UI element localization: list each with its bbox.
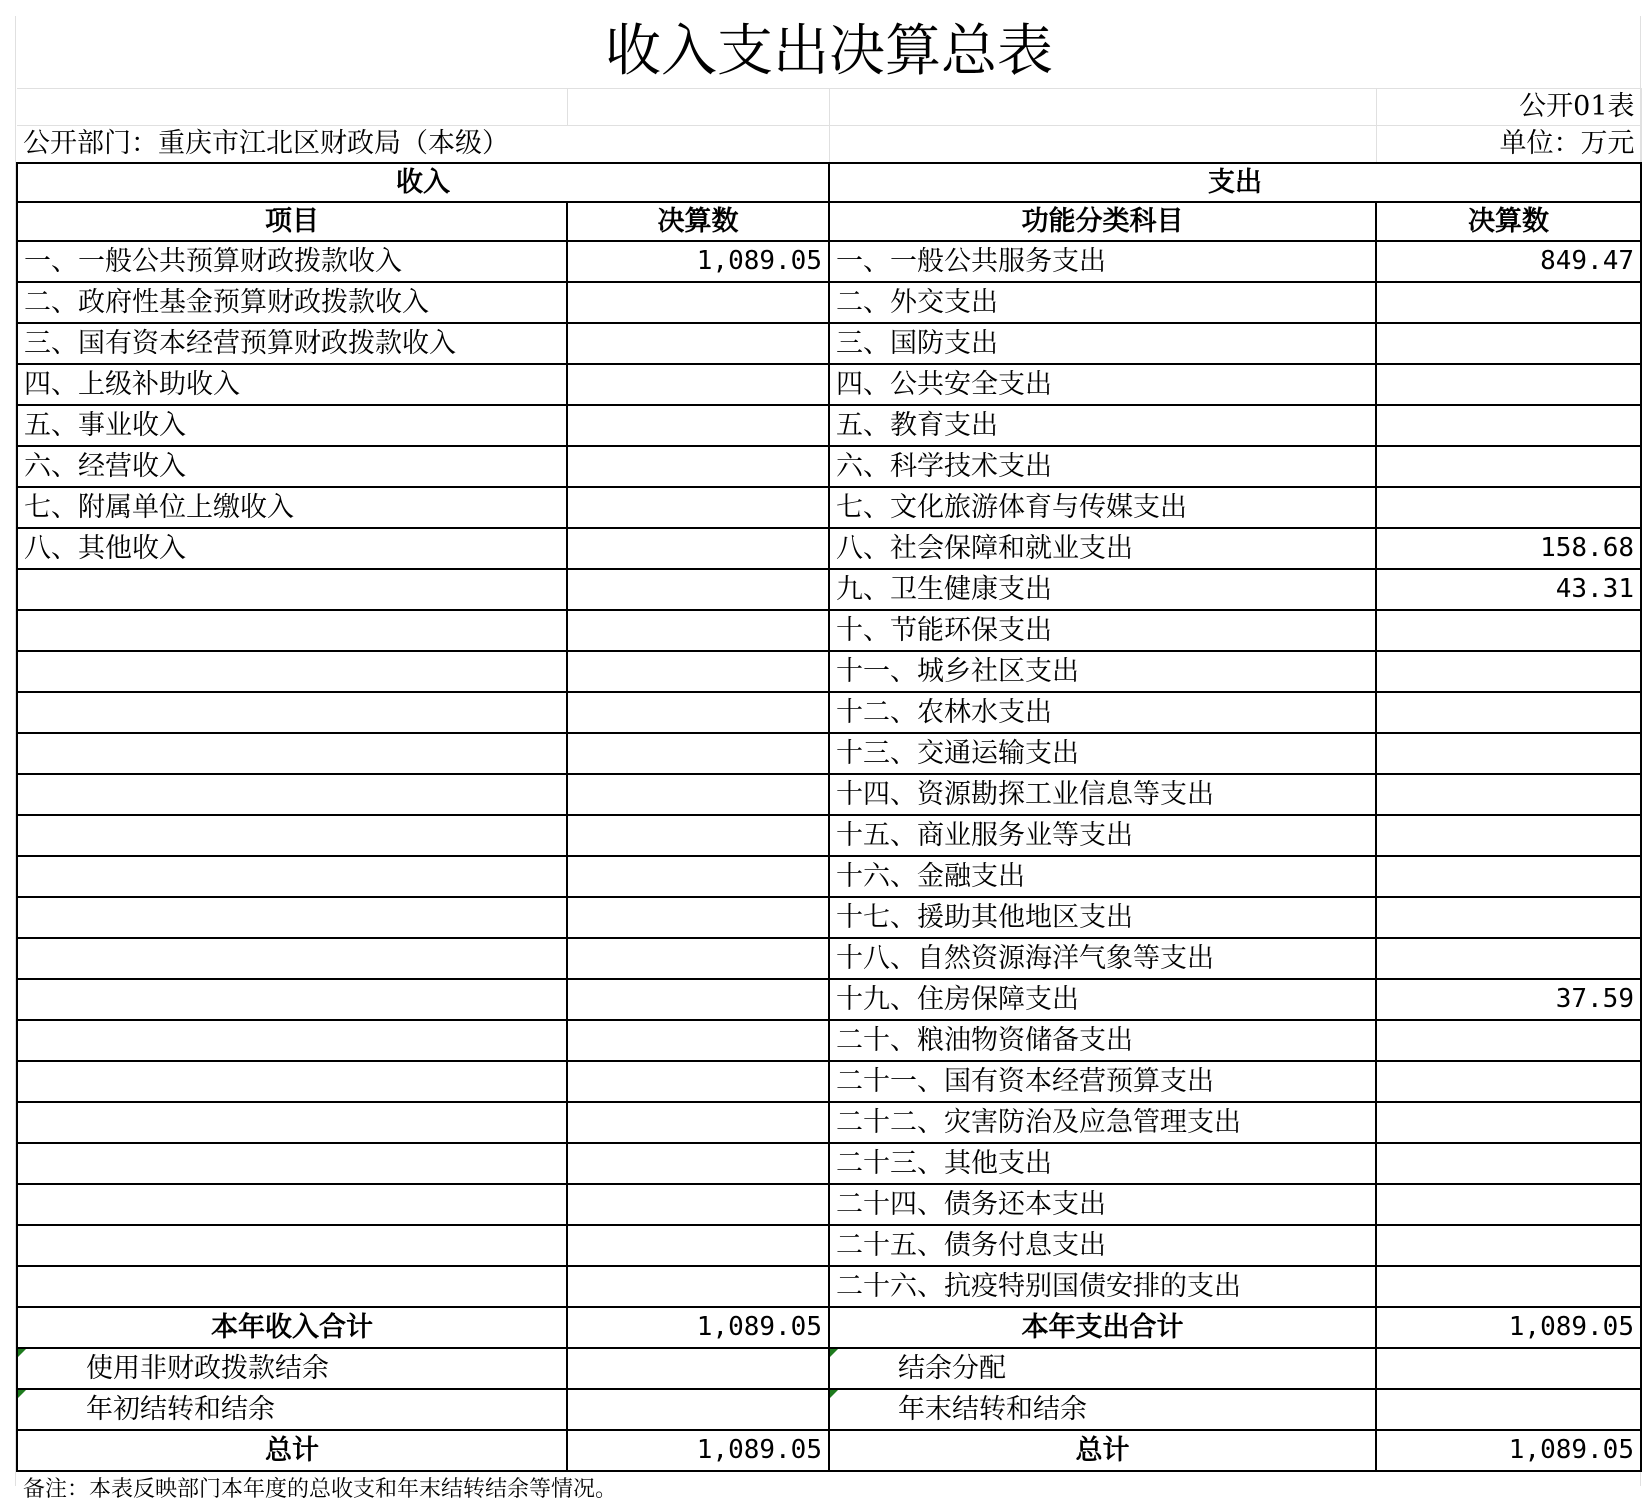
unit-label: 单位：万元 [1376, 126, 1641, 164]
department-label: 公开部门：重庆市江北区财政局（本级） [17, 126, 829, 164]
expense-amount: 37.59 [1376, 979, 1641, 1020]
income-item: 二、政府性基金预算财政拨款收入 [17, 282, 567, 323]
income-amount [567, 1020, 829, 1061]
expense-item: 十、节能环保支出 [829, 610, 1376, 651]
income-amount [567, 856, 829, 897]
income-amount [567, 651, 829, 692]
expense-amount [1376, 1266, 1641, 1307]
footnote: 备注：本表反映部门本年度的总收支和年末结转结余等情况。 [17, 1471, 1641, 1508]
expense-subtotal-label: 本年支出合计 [829, 1307, 1376, 1348]
expense-amount [1376, 856, 1641, 897]
income-amount [567, 487, 829, 528]
income-subtotal-label: 本年收入合计 [17, 1307, 567, 1348]
expense-amount: 43.31 [1376, 569, 1641, 610]
income-amount [567, 569, 829, 610]
blank-cell [829, 126, 1376, 164]
expense-item: 十四、资源勘探工业信息等支出 [829, 774, 1376, 815]
title-row [17, 16, 1641, 89]
blank-cell [567, 89, 829, 126]
income-item [17, 897, 567, 938]
table-row [17, 405, 1641, 446]
expense-total-amount: 1,089.05 [1376, 1430, 1641, 1471]
expense-item: 九、卫生健康支出 [829, 569, 1376, 610]
expense-item: 二、外交支出 [829, 282, 1376, 323]
expense-item: 七、文化旅游体育与传媒支出 [829, 487, 1376, 528]
income-item [17, 1266, 567, 1307]
expense-item: 十二、农林水支出 [829, 692, 1376, 733]
cell-marker-icon [18, 1349, 26, 1357]
income-subtotal-amount: 1,089.05 [567, 1307, 829, 1348]
income-amount [567, 323, 829, 364]
income-amount [567, 282, 829, 323]
income-amount [567, 1225, 829, 1266]
expense-amount [1376, 1102, 1641, 1143]
amount-header: 决算数 [567, 202, 829, 241]
expense-carryover-label [829, 1348, 1376, 1389]
table-row [17, 282, 1641, 323]
income-item [17, 1020, 567, 1061]
expense-total-label: 总计 [829, 1430, 1376, 1471]
expense-amount [1376, 774, 1641, 815]
expense-carryover-text: 年末结转和结余 [898, 1394, 1087, 1425]
income-item [17, 1184, 567, 1225]
income-carryover-text: 使用非财政拨款结余 [86, 1353, 329, 1384]
expense-item: 十五、商业服务业等支出 [829, 815, 1376, 856]
income-amount [567, 938, 829, 979]
expense-item: 二十五、债务付息支出 [829, 1225, 1376, 1266]
total-row [17, 1430, 1641, 1471]
income-total-amount: 1,089.05 [567, 1430, 829, 1471]
income-item: 七、附属单位上缴收入 [17, 487, 567, 528]
blank-cell [829, 89, 1376, 126]
page-title: 收入支出决算总表 [17, 16, 1641, 89]
income-carryover-label [17, 1348, 567, 1389]
carryover-row [17, 1348, 1641, 1389]
carryover-row [17, 1389, 1641, 1430]
table-row [17, 1143, 1641, 1184]
expense-amount [1376, 1225, 1641, 1266]
expense-amount: 158.68 [1376, 528, 1641, 569]
item-header: 项目 [17, 202, 567, 241]
amount-header-expense: 决算数 [1376, 202, 1641, 241]
income-item: 六、经营收入 [17, 446, 567, 487]
expense-amount [1376, 1184, 1641, 1225]
table-row [17, 241, 1641, 282]
income-header: 收入 [17, 163, 829, 202]
section-header-row [17, 163, 1641, 202]
expense-amount [1376, 1143, 1641, 1184]
subtotal-row [17, 1307, 1641, 1348]
cell-marker-icon [18, 1390, 26, 1398]
table-row [17, 364, 1641, 405]
expense-amount [1376, 487, 1641, 528]
expense-amount [1376, 938, 1641, 979]
income-item [17, 979, 567, 1020]
expense-amount: 849.47 [1376, 241, 1641, 282]
budget-sheet [16, 16, 1640, 1508]
income-item: 一、一般公共预算财政拨款收入 [17, 241, 567, 282]
income-carryover-amount [567, 1348, 829, 1389]
income-item: 四、上级补助收入 [17, 364, 567, 405]
income-amount [567, 1266, 829, 1307]
income-carryover-text: 年初结转和结余 [86, 1394, 275, 1425]
table-row [17, 651, 1641, 692]
income-amount [567, 1102, 829, 1143]
expense-carryover-label [829, 1389, 1376, 1430]
income-amount [567, 610, 829, 651]
income-item [17, 692, 567, 733]
expense-amount [1376, 446, 1641, 487]
income-amount [567, 733, 829, 774]
expense-item: 二十一、国有资本经营预算支出 [829, 1061, 1376, 1102]
table-row [17, 1266, 1641, 1307]
income-amount: 1,089.05 [567, 241, 829, 282]
income-amount [567, 405, 829, 446]
income-carryover-label [17, 1389, 567, 1430]
table-row [17, 569, 1641, 610]
income-item [17, 1061, 567, 1102]
income-carryover-amount [567, 1389, 829, 1430]
table-row [17, 733, 1641, 774]
income-amount [567, 979, 829, 1020]
income-amount [567, 1061, 829, 1102]
expense-item: 二十二、灾害防治及应急管理支出 [829, 1102, 1376, 1143]
department-row [17, 126, 1641, 164]
table-row [17, 610, 1641, 651]
expense-item: 二十三、其他支出 [829, 1143, 1376, 1184]
table-row [17, 446, 1641, 487]
table-row [17, 1020, 1641, 1061]
cell-marker-icon [830, 1349, 838, 1357]
income-item: 五、事业收入 [17, 405, 567, 446]
expense-item: 十九、住房保障支出 [829, 979, 1376, 1020]
expense-item: 十八、自然资源海洋气象等支出 [829, 938, 1376, 979]
form-no-row [17, 89, 1641, 126]
expense-amount [1376, 815, 1641, 856]
income-amount [567, 528, 829, 569]
table-row [17, 815, 1641, 856]
income-item [17, 1143, 567, 1184]
table-row [17, 774, 1641, 815]
expense-item: 五、教育支出 [829, 405, 1376, 446]
expense-item: 二十六、抗疫特别国债安排的支出 [829, 1266, 1376, 1307]
table-row [17, 323, 1641, 364]
table-row [17, 979, 1641, 1020]
cell-marker-icon [830, 1390, 838, 1398]
income-item [17, 1225, 567, 1266]
table-row [17, 1102, 1641, 1143]
expense-item: 六、科学技术支出 [829, 446, 1376, 487]
income-amount [567, 1143, 829, 1184]
table-row [17, 528, 1641, 569]
table-row [17, 1184, 1641, 1225]
expense-item: 十六、金融支出 [829, 856, 1376, 897]
income-amount [567, 692, 829, 733]
expense-carryover-amount [1376, 1348, 1641, 1389]
table-row [17, 1061, 1641, 1102]
expense-carryover-text: 结余分配 [898, 1353, 1006, 1384]
note-row [17, 1471, 1641, 1508]
expense-subtotal-amount: 1,089.05 [1376, 1307, 1641, 1348]
income-item [17, 651, 567, 692]
expense-amount [1376, 610, 1641, 651]
income-item [17, 1102, 567, 1143]
summary-table [16, 16, 1642, 1508]
income-item [17, 856, 567, 897]
expense-item: 一、一般公共服务支出 [829, 241, 1376, 282]
table-row [17, 1225, 1641, 1266]
income-amount [567, 815, 829, 856]
expense-amount [1376, 1061, 1641, 1102]
income-amount [567, 446, 829, 487]
table-row [17, 938, 1641, 979]
expense-amount [1376, 651, 1641, 692]
income-item [17, 815, 567, 856]
income-item: 八、其他收入 [17, 528, 567, 569]
income-item: 三、国有资本经营预算财政拨款收入 [17, 323, 567, 364]
income-item [17, 733, 567, 774]
expense-amount [1376, 692, 1641, 733]
table-row [17, 487, 1641, 528]
expense-amount [1376, 733, 1641, 774]
form-number: 公开01表 [1376, 89, 1641, 126]
expense-item: 十一、城乡社区支出 [829, 651, 1376, 692]
income-total-label: 总计 [17, 1430, 567, 1471]
expense-amount [1376, 405, 1641, 446]
expense-item: 三、国防支出 [829, 323, 1376, 364]
expense-header: 支出 [829, 163, 1641, 202]
expense-amount [1376, 364, 1641, 405]
table-row [17, 692, 1641, 733]
expense-item: 二十四、债务还本支出 [829, 1184, 1376, 1225]
expense-amount [1376, 282, 1641, 323]
table-row [17, 897, 1641, 938]
income-amount [567, 897, 829, 938]
expense-item: 十七、援助其他地区支出 [829, 897, 1376, 938]
blank-cell [17, 89, 567, 126]
expense-amount [1376, 1020, 1641, 1061]
income-item [17, 569, 567, 610]
income-amount [567, 774, 829, 815]
income-amount [567, 1184, 829, 1225]
income-amount [567, 364, 829, 405]
expense-carryover-amount [1376, 1389, 1641, 1430]
income-item [17, 610, 567, 651]
expense-item: 二十、粮油物资储备支出 [829, 1020, 1376, 1061]
expense-item: 四、公共安全支出 [829, 364, 1376, 405]
expense-amount [1376, 897, 1641, 938]
category-header: 功能分类科目 [829, 202, 1376, 241]
column-header-row [17, 202, 1641, 241]
expense-item: 十三、交通运输支出 [829, 733, 1376, 774]
income-item [17, 938, 567, 979]
expense-amount [1376, 323, 1641, 364]
expense-item: 八、社会保障和就业支出 [829, 528, 1376, 569]
table-row [17, 856, 1641, 897]
income-item [17, 774, 567, 815]
